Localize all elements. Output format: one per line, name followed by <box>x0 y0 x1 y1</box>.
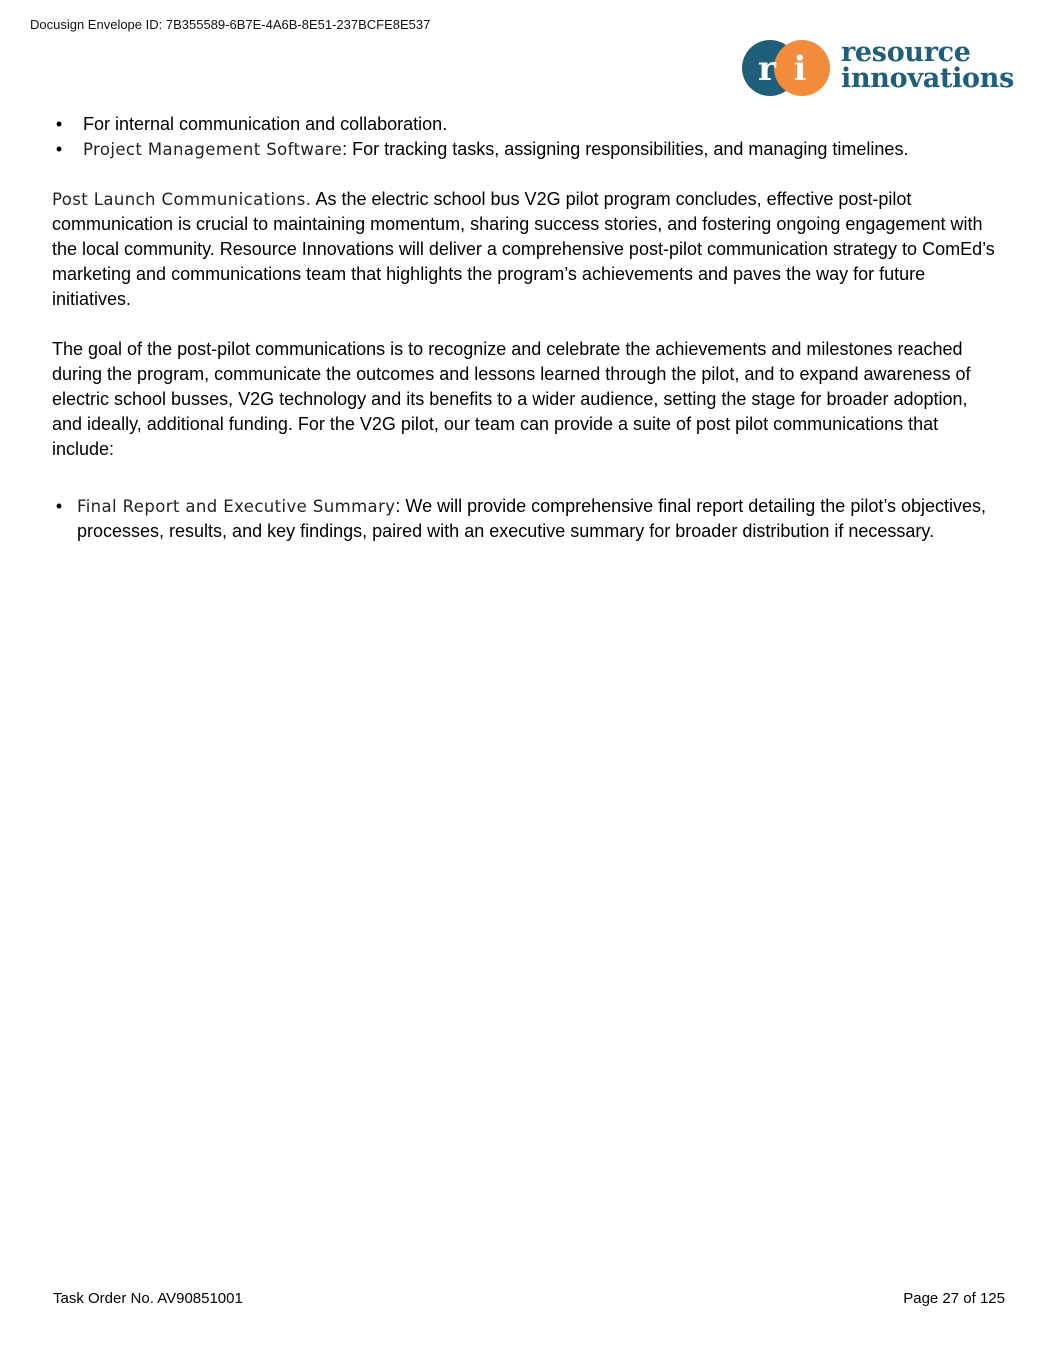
logo-mark-i: i <box>793 49 807 89</box>
bullet-icon: • <box>55 114 63 134</box>
bullet-text: For internal communication and collaboration. <box>83 114 448 134</box>
post-launch-text: As the electric school bus V2G pilot program concludes, effective post-pilot communication is crucial to maintaining momentum, sharing success stories, and fostering ongoing engagement with the local community. Resource Innovations will deliver a comprehensive post-pilot communication strategy to ComEd’s marketing and communications team that highlights the program’s achievements and paves the way for future initiatives. <box>52 189 995 309</box>
goal-paragraph: The goal of the post-pilot communications is to recognize and celebrate the achievements and milestones reached during the program, communicate the outcomes and lessons learned through the pilot, and to expand awareness of electric school busses, V2G technology and its benefits to a wider audience, setting the stage for broader adoption, and ideally, additional funding. For the V2G pilot, our team can provide a suite of post pilot communications that include: <box>52 339 971 459</box>
bottom-bullet-list <box>52 494 1002 544</box>
bullet-icon: • <box>55 496 63 516</box>
logo-mark-r: r <box>758 49 776 89</box>
bullet-text: : We will provide comprehensive final report detailing the pilot’s objectives, processes, results, and key findings, paired with an executive summary for broader distribution if necessary. <box>77 496 987 541</box>
post-launch-heading: Post Launch Communications. <box>52 190 312 209</box>
logo-line-1: resource <box>841 37 971 68</box>
logo-wordmark <box>841 37 1014 94</box>
list-item <box>52 137 1002 162</box>
logo-mark-icon <box>740 40 832 98</box>
task-order-number: Task Order No. AV90851001 <box>53 1290 243 1307</box>
list-item <box>52 494 1002 544</box>
company-logo <box>740 37 1015 98</box>
bullet-term: Project Management Software <box>83 140 343 159</box>
envelope-id: Docusign Envelope ID: 7B355589-6B7E-4A6B-8E51-237BCFE8E537 <box>30 17 431 32</box>
logo-line-2: innovations <box>841 63 1014 94</box>
bullet-term: Final Report and Executive Summary <box>77 497 396 516</box>
bullet-icon: • <box>55 139 63 159</box>
post-launch-paragraph <box>52 187 1002 312</box>
document-body <box>52 112 1002 544</box>
list-item <box>52 112 1002 137</box>
page-number: Page 27 of 125 <box>903 1290 1005 1307</box>
bullet-text: : For tracking tasks, assigning responsibilities, and managing timelines. <box>342 139 909 159</box>
top-bullet-list <box>52 112 1002 162</box>
